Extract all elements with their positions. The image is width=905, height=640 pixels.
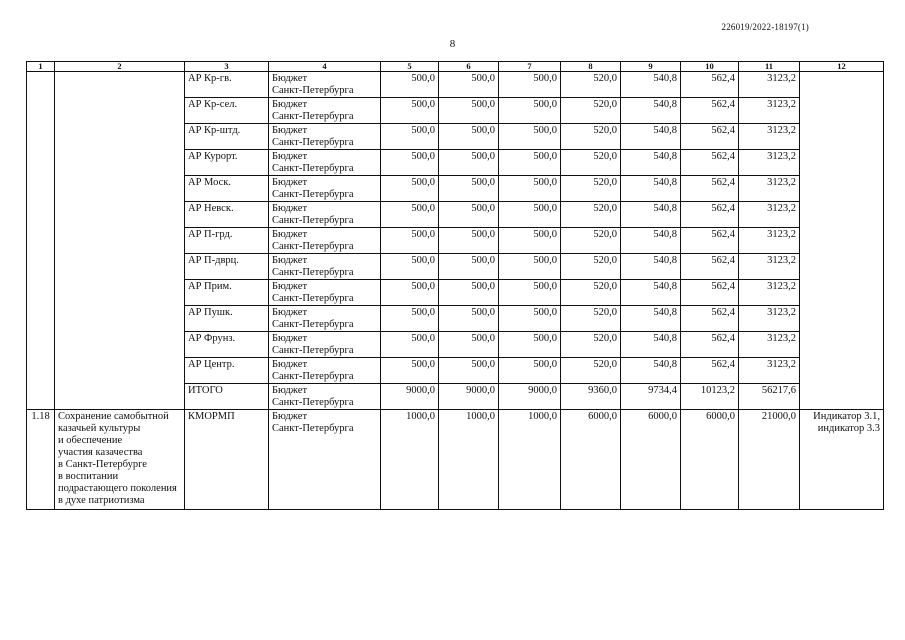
column-header-11: 11 <box>739 62 800 72</box>
cell-amount: 540,8 <box>621 358 681 384</box>
funding-source-line: Бюджет <box>272 255 308 266</box>
cell-amount: 520,0 <box>561 254 621 280</box>
cell-amount: 520,0 <box>561 332 621 358</box>
cell-amount: 562,4 <box>681 202 739 228</box>
cell-amount: 500,0 <box>499 124 561 150</box>
cell-amount: 562,4 <box>681 98 739 124</box>
cell-amount: 9000,0 <box>499 384 561 410</box>
cell-amount: 500,0 <box>439 202 499 228</box>
header-row <box>27 62 884 72</box>
funding-source-line: Санкт-Петербурга <box>272 85 354 96</box>
cell-amount: 3123,2 <box>739 98 800 124</box>
cell-executor: АР Кр-штд. <box>185 124 269 150</box>
cell-amount: 562,4 <box>681 228 739 254</box>
funding-source-line: Санкт-Петербурга <box>272 293 354 304</box>
column-header-8: 8 <box>561 62 621 72</box>
cell-amount: 9000,0 <box>439 384 499 410</box>
funding-source-line: Санкт-Петербурга <box>272 111 354 122</box>
cell-amount: 562,4 <box>681 358 739 384</box>
funding-source-line: Санкт-Петербурга <box>272 423 354 434</box>
cell-amount: 500,0 <box>499 254 561 280</box>
column-header-12: 12 <box>800 62 884 72</box>
cell-funding-source <box>269 280 381 306</box>
cell-amount: 500,0 <box>381 332 439 358</box>
cell-amount: 500,0 <box>381 254 439 280</box>
cell-amount: 500,0 <box>381 358 439 384</box>
item-name-line: участия казачества <box>58 447 143 458</box>
cell-amount: 3123,2 <box>739 358 800 384</box>
cell-amount: 500,0 <box>439 228 499 254</box>
cell-amount: 1000,0 <box>439 410 499 510</box>
cell-amount: 540,8 <box>621 72 681 98</box>
cell-executor: АР Кр-гв. <box>185 72 269 98</box>
column-header-10: 10 <box>681 62 739 72</box>
funding-source-line: Бюджет <box>272 281 308 292</box>
funding-source-line: Бюджет <box>272 385 308 396</box>
funding-source-line: Санкт-Петербурга <box>272 163 354 174</box>
funding-source-line: Санкт-Петербурга <box>272 397 354 408</box>
funding-source-line: Бюджет <box>272 307 308 318</box>
funding-source-line: Санкт-Петербурга <box>272 345 354 356</box>
cell-amount: 3123,2 <box>739 254 800 280</box>
cell-amount: 500,0 <box>381 280 439 306</box>
item-name-line: и обеспечение <box>58 435 123 446</box>
cell-funding-source <box>269 228 381 254</box>
cell-amount: 500,0 <box>439 176 499 202</box>
cell-amount: 500,0 <box>499 332 561 358</box>
column-header-7: 7 <box>499 62 561 72</box>
cell-executor: АР Кр-сел. <box>185 98 269 124</box>
funding-source-line: Санкт-Петербурга <box>272 319 354 330</box>
cell-amount: 520,0 <box>561 98 621 124</box>
cell-amount: 562,4 <box>681 254 739 280</box>
cell-amount: 9734,4 <box>621 384 681 410</box>
cell-amount: 540,8 <box>621 254 681 280</box>
cell-amount: 520,0 <box>561 228 621 254</box>
cell-amount: 500,0 <box>439 98 499 124</box>
cell-amount: 500,0 <box>381 98 439 124</box>
cell-indicator-empty <box>800 72 884 410</box>
cell-indicator <box>800 410 884 510</box>
item-name-line: в Санкт-Петербурге <box>58 459 147 470</box>
cell-amount: 520,0 <box>561 358 621 384</box>
cell-funding-source <box>269 202 381 228</box>
funding-source-line: Бюджет <box>272 333 308 344</box>
cell-executor: АР Пушк. <box>185 306 269 332</box>
cell-amount: 540,8 <box>621 228 681 254</box>
cell-funding-source <box>269 176 381 202</box>
cell-executor: КМОРМП <box>185 410 269 510</box>
cell-executor: АР Невск. <box>185 202 269 228</box>
cell-amount: 500,0 <box>381 176 439 202</box>
funding-source-line: Санкт-Петербурга <box>272 267 354 278</box>
cell-amount: 9360,0 <box>561 384 621 410</box>
cell-amount: 56217,6 <box>739 384 800 410</box>
indicator-line: индикатор 3.3 <box>817 423 880 434</box>
column-header-3: 3 <box>185 62 269 72</box>
cell-amount: 520,0 <box>561 72 621 98</box>
funding-source-line: Санкт-Петербурга <box>272 215 354 226</box>
cell-amount: 562,4 <box>681 280 739 306</box>
cell-amount: 500,0 <box>381 72 439 98</box>
cell-amount: 1000,0 <box>499 410 561 510</box>
funding-source-line: Бюджет <box>272 99 308 110</box>
cell-amount: 500,0 <box>439 306 499 332</box>
funding-source-line: Бюджет <box>272 359 308 370</box>
column-header-5: 5 <box>381 62 439 72</box>
cell-amount: 500,0 <box>499 98 561 124</box>
cell-amount: 540,8 <box>621 306 681 332</box>
cell-amount: 3123,2 <box>739 176 800 202</box>
cell-executor: АР Центр. <box>185 358 269 384</box>
item-name-line: в воспитании <box>58 471 119 482</box>
column-header-1: 1 <box>27 62 55 72</box>
cell-funding-source <box>269 254 381 280</box>
cell-amount: 562,4 <box>681 332 739 358</box>
cell-amount: 500,0 <box>499 150 561 176</box>
funding-source-line: Бюджет <box>272 229 308 240</box>
cell-amount: 520,0 <box>561 150 621 176</box>
cell-amount: 540,8 <box>621 176 681 202</box>
funding-source-line: Бюджет <box>272 151 308 162</box>
cell-amount: 500,0 <box>439 124 499 150</box>
cell-funding-source <box>269 98 381 124</box>
cell-amount: 562,4 <box>681 176 739 202</box>
item-name-line: казачьей культуры <box>58 423 141 434</box>
cell-amount: 1000,0 <box>381 410 439 510</box>
cell-amount: 500,0 <box>381 228 439 254</box>
item-name-line: подрастающего поколения <box>58 483 177 494</box>
cell-amount: 520,0 <box>561 306 621 332</box>
funding-source-line: Санкт-Петербурга <box>272 137 354 148</box>
cell-executor: АР Курорт. <box>185 150 269 176</box>
cell-amount: 562,4 <box>681 72 739 98</box>
cell-amount: 520,0 <box>561 176 621 202</box>
cell-item-name <box>55 410 185 510</box>
column-header-6: 6 <box>439 62 499 72</box>
cell-amount: 3123,2 <box>739 280 800 306</box>
cell-amount: 3123,2 <box>739 228 800 254</box>
cell-amount: 500,0 <box>499 202 561 228</box>
cell-amount: 562,4 <box>681 150 739 176</box>
cell-funding-source <box>269 358 381 384</box>
cell-amount: 3123,2 <box>739 124 800 150</box>
page-number: 8 <box>449 38 456 50</box>
cell-amount: 500,0 <box>439 150 499 176</box>
cell-funding-source <box>269 124 381 150</box>
cell-amount: 10123,2 <box>681 384 739 410</box>
funding-source-line: Бюджет <box>272 73 308 84</box>
funding-source-line: Бюджет <box>272 411 308 422</box>
cell-number-empty <box>27 72 55 410</box>
cell-amount: 9000,0 <box>381 384 439 410</box>
cell-amount: 3123,2 <box>739 332 800 358</box>
cell-amount: 500,0 <box>439 358 499 384</box>
cell-amount: 500,0 <box>381 150 439 176</box>
column-header-9: 9 <box>621 62 681 72</box>
cell-amount: 500,0 <box>499 280 561 306</box>
column-header-4: 4 <box>269 62 381 72</box>
funding-source-line: Санкт-Петербурга <box>272 371 354 382</box>
cell-amount: 500,0 <box>499 176 561 202</box>
cell-amount: 540,8 <box>621 202 681 228</box>
document-number: 226019/2022-18197(1) <box>721 22 809 32</box>
cell-executor: АР П-дврц. <box>185 254 269 280</box>
cell-amount: 500,0 <box>439 72 499 98</box>
cell-amount: 500,0 <box>439 332 499 358</box>
funding-source-line: Бюджет <box>272 203 308 214</box>
cell-amount: 520,0 <box>561 202 621 228</box>
cell-executor: АР Прим. <box>185 280 269 306</box>
cell-amount: 6000,0 <box>561 410 621 510</box>
cell-amount: 520,0 <box>561 280 621 306</box>
cell-funding-source <box>269 410 381 510</box>
funding-source-line: Санкт-Петербурга <box>272 241 354 252</box>
cell-amount: 562,4 <box>681 306 739 332</box>
cell-amount: 540,8 <box>621 124 681 150</box>
cell-executor: ИТОГО <box>185 384 269 410</box>
cell-amount: 500,0 <box>381 124 439 150</box>
cell-amount: 3123,2 <box>739 202 800 228</box>
cell-executor: АР Моск. <box>185 176 269 202</box>
cell-amount: 500,0 <box>439 280 499 306</box>
cell-executor: АР Фрунз. <box>185 332 269 358</box>
cell-amount: 540,8 <box>621 332 681 358</box>
cell-amount: 6000,0 <box>621 410 681 510</box>
funding-source-line: Санкт-Петербурга <box>272 189 354 200</box>
table-row-item-1-18 <box>27 410 884 510</box>
cell-amount: 500,0 <box>499 306 561 332</box>
cell-amount: 520,0 <box>561 124 621 150</box>
cell-amount: 540,8 <box>621 98 681 124</box>
cell-amount: 3123,2 <box>739 150 800 176</box>
cell-funding-source <box>269 306 381 332</box>
cell-amount: 562,4 <box>681 124 739 150</box>
cell-amount: 500,0 <box>381 202 439 228</box>
cell-amount: 540,8 <box>621 280 681 306</box>
cell-amount: 500,0 <box>499 228 561 254</box>
cell-funding-source <box>269 332 381 358</box>
cell-name-empty <box>55 72 185 410</box>
cell-amount: 21000,0 <box>739 410 800 510</box>
funding-source-line: Бюджет <box>272 177 308 188</box>
cell-executor: АР П-грд. <box>185 228 269 254</box>
cell-amount: 500,0 <box>439 254 499 280</box>
cell-amount: 3123,2 <box>739 306 800 332</box>
cell-amount: 500,0 <box>381 306 439 332</box>
cell-amount: 3123,2 <box>739 72 800 98</box>
column-header-2: 2 <box>55 62 185 72</box>
cell-funding-source <box>269 150 381 176</box>
item-name-line: в духе патриотизма <box>58 495 145 506</box>
cell-funding-source <box>269 72 381 98</box>
table-row <box>27 72 884 98</box>
cell-amount: 500,0 <box>499 358 561 384</box>
cell-item-number: 1.18 <box>27 410 55 510</box>
cell-amount: 540,8 <box>621 150 681 176</box>
indicator-line: Индикатор 3.1, <box>813 411 880 422</box>
cell-amount: 500,0 <box>499 72 561 98</box>
cell-amount: 6000,0 <box>681 410 739 510</box>
funding-source-line: Бюджет <box>272 125 308 136</box>
cell-funding-source <box>269 384 381 410</box>
budget-table <box>26 61 884 510</box>
item-name-line: Сохранение самобытной <box>58 411 169 422</box>
